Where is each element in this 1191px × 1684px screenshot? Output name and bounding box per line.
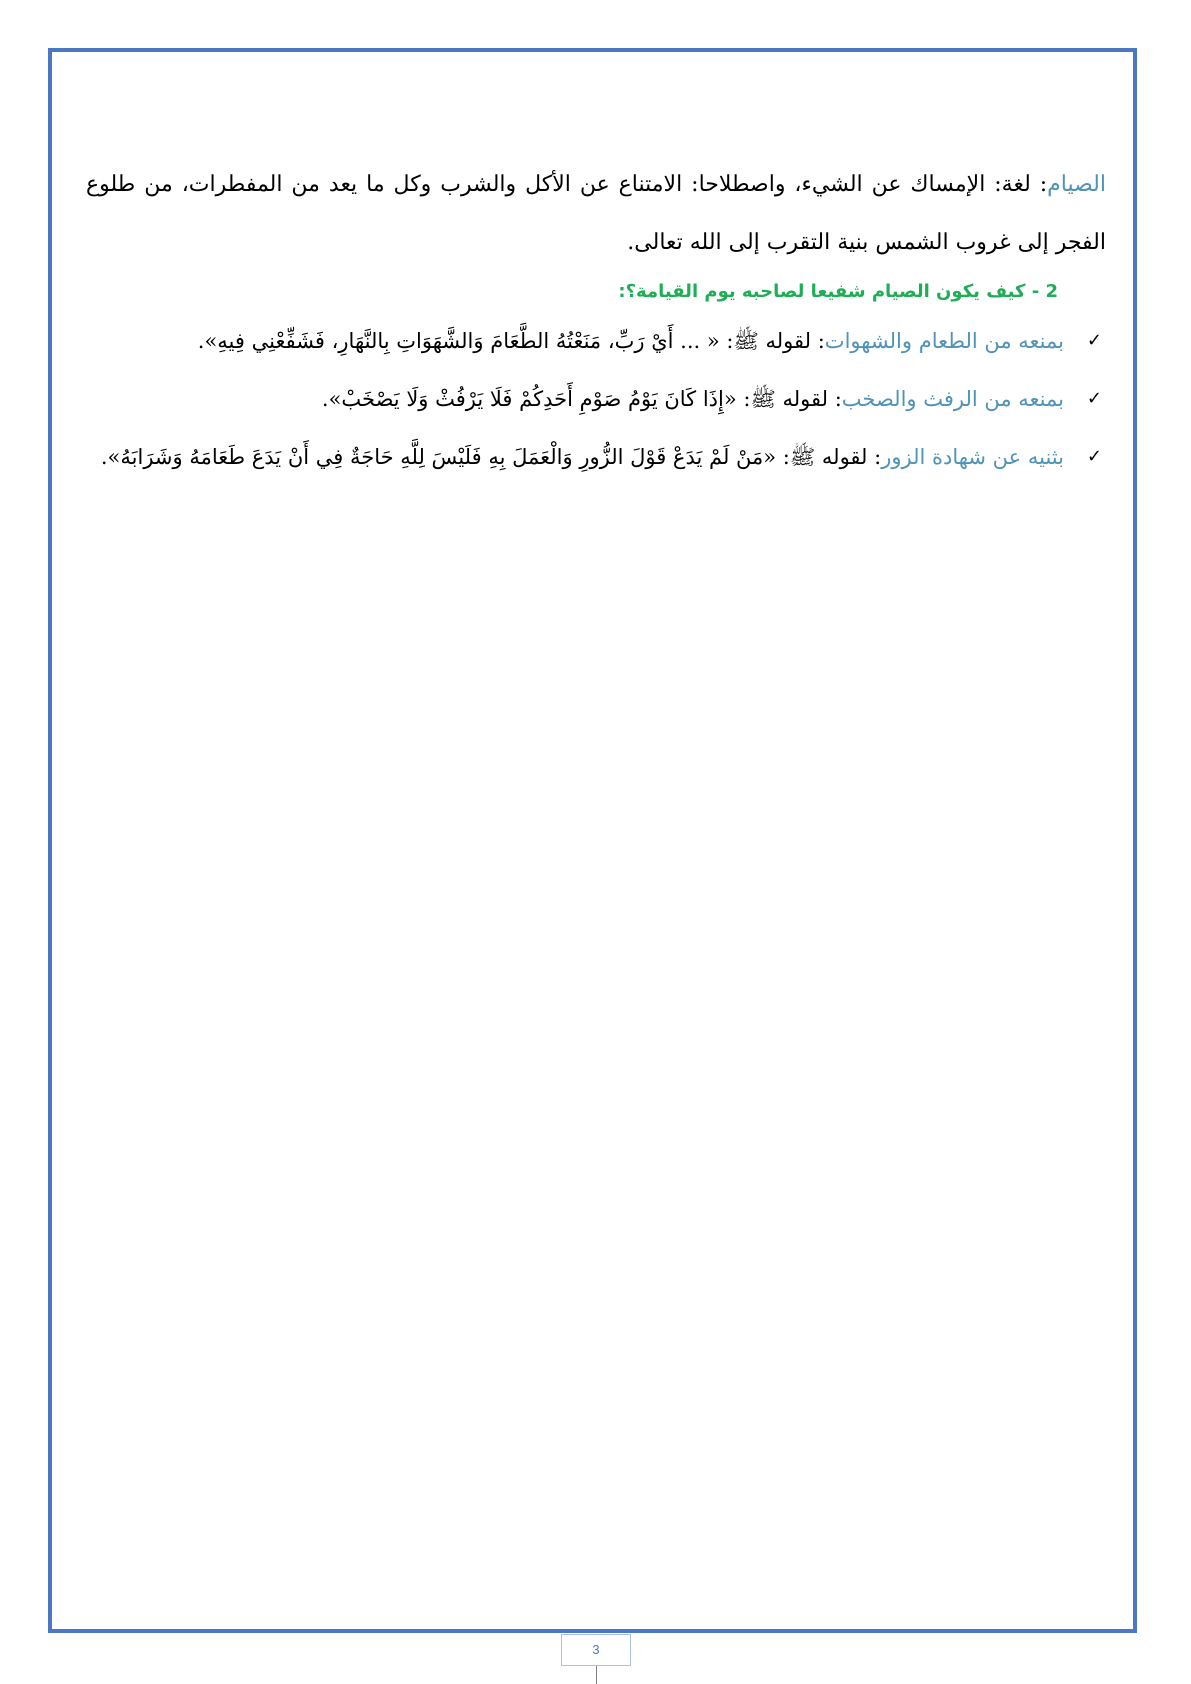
document-body [86, 156, 1106, 486]
section-heading: 2 - كيف يكون الصيام شفيعا لصاحبه يوم القيامة؟: [618, 281, 1058, 302]
list-item [86, 312, 1106, 370]
definition-lang-text: : الإمساك عن الشيء، واصطلاحا [698, 172, 1002, 197]
definition-paragraph [86, 156, 1106, 272]
bullet-text: : لقوله ﷺ: «إِذَا كَانَ يَوْمُ صَوْمِ أَحَدِكُمْ فَلَا يَرْفُثْ وَلَا يَصْخَبْ». [321, 387, 842, 411]
list-item [86, 370, 1106, 428]
check-mark-icon: ✓ [1086, 446, 1102, 467]
check-mark-icon: ✓ [1086, 330, 1102, 351]
bullet-term: بمنعه من الرفث والصخب [841, 387, 1064, 411]
bullet-text: : لقوله ﷺ: « ... أَيْ رَبِّ، مَنَعْتُهُ الطَّعَامَ وَالشَّهَوَاتِ بِالنَّهَارِ، فَشَفِّعْنِي فِيهِ». [197, 329, 825, 353]
definition-text: : الامتناع عن الأكل والشرب وكل ما يعد من المفطرات، من طلوع الفجر إلى غروب الشمس بنية التقرب إلى الله تعالى. [86, 172, 1106, 255]
page-number-stem [596, 1666, 597, 1684]
bullet-term: بمنعه من الطعام والشهوات [824, 329, 1064, 353]
term-fasting: الصيام [1047, 172, 1106, 197]
bullet-text: : لقوله ﷺ: «مَنْ لَمْ يَدَعْ قَوْلَ الزُّورِ وَالْعَمَلَ بِهِ فَلَيْسَ لِلَّهِ حَاجَةٌ فِي أَنْ يَدَعَ طَعَامَهُ وَشَرَابَهُ». [100, 445, 882, 469]
definition-lang-label: : لغة [1001, 172, 1048, 197]
bullet-term: بثنيه عن شهادة الزور [881, 445, 1064, 469]
page-number: 3 [561, 1634, 631, 1666]
check-mark-icon: ✓ [1086, 388, 1102, 409]
list-item [86, 428, 1106, 486]
reasons-list [86, 312, 1106, 486]
